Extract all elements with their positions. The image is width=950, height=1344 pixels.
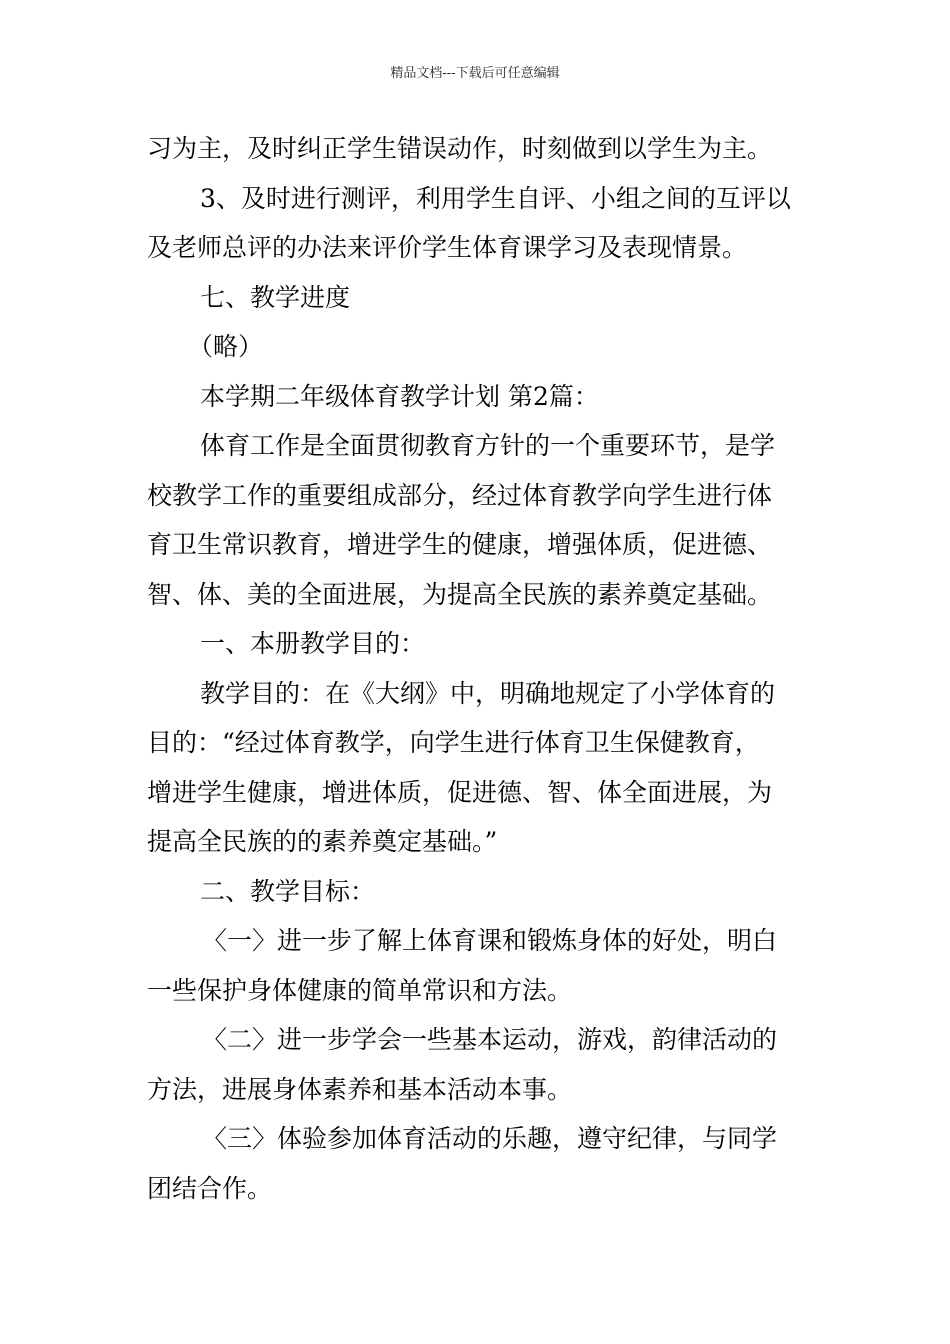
paragraph-line: 育卫生常识教育，增进学生的健康，增强体质，促进德、 [147,530,773,559]
section-heading: 本学期二年级体育教学计划 第2篇： [200,381,599,411]
paragraph-line: 〈三〉体验参加体育活动的乐趣，遵守纪律，与同学 [202,1124,778,1153]
paragraph-line: （略） [188,332,264,361]
page-header: 精品文档---下载后可任意编辑 [390,66,560,81]
paragraph-line: 智、体、美的全面进展，为提高全民族的素养奠定基础。 [147,579,773,609]
section-heading: 七、教学进度 [200,282,351,312]
paragraph-line: 3、及时进行测评，利用学生自评、小组之间的互评以 [200,183,791,213]
paragraph-line: 及老师总评的办法来评价学生体育课学习及表现情景。 [147,233,748,262]
paragraph-line: 目的：“经过体育教学，向学生进行体育卫生保健教育， [147,728,760,757]
paragraph-line: 团结合作。 [147,1173,273,1203]
section-heading: 二、教学目标： [200,876,376,906]
paragraph-line: 一些保护身体健康的简单常识和方法。 [147,975,573,1005]
paragraph-line: 〈二〉进一步学会一些基本运动，游戏，韵律活动的 [202,1025,778,1054]
paragraph-line: 教学目的：在《大纲》中，明确地规定了小学体育的 [200,678,776,708]
document-body [147,124,809,1213]
paragraph-line: 习为主，及时纠正学生错误动作，时刻做到以学生为主。 [147,134,773,163]
paragraph-line: 提高全民族的的素养奠定基础。” [147,827,498,856]
paragraph-line: 校教学工作的重要组成部分，经过体育教学向学生进行体 [147,480,773,510]
paragraph-line: 〈一〉进一步了解上体育课和锻炼身体的好处，明白 [202,926,778,955]
paragraph-line: 体育工作是全面贯彻教育方针的一个重要环节，是学 [200,431,776,460]
paragraph-line: 增进学生健康，增进体质，促进德、智、体全面进展，为 [147,777,773,807]
paragraph-line: 方法，进展身体素养和基本活动本事。 [147,1074,573,1104]
section-heading: 一、本册教学目的： [200,629,426,658]
